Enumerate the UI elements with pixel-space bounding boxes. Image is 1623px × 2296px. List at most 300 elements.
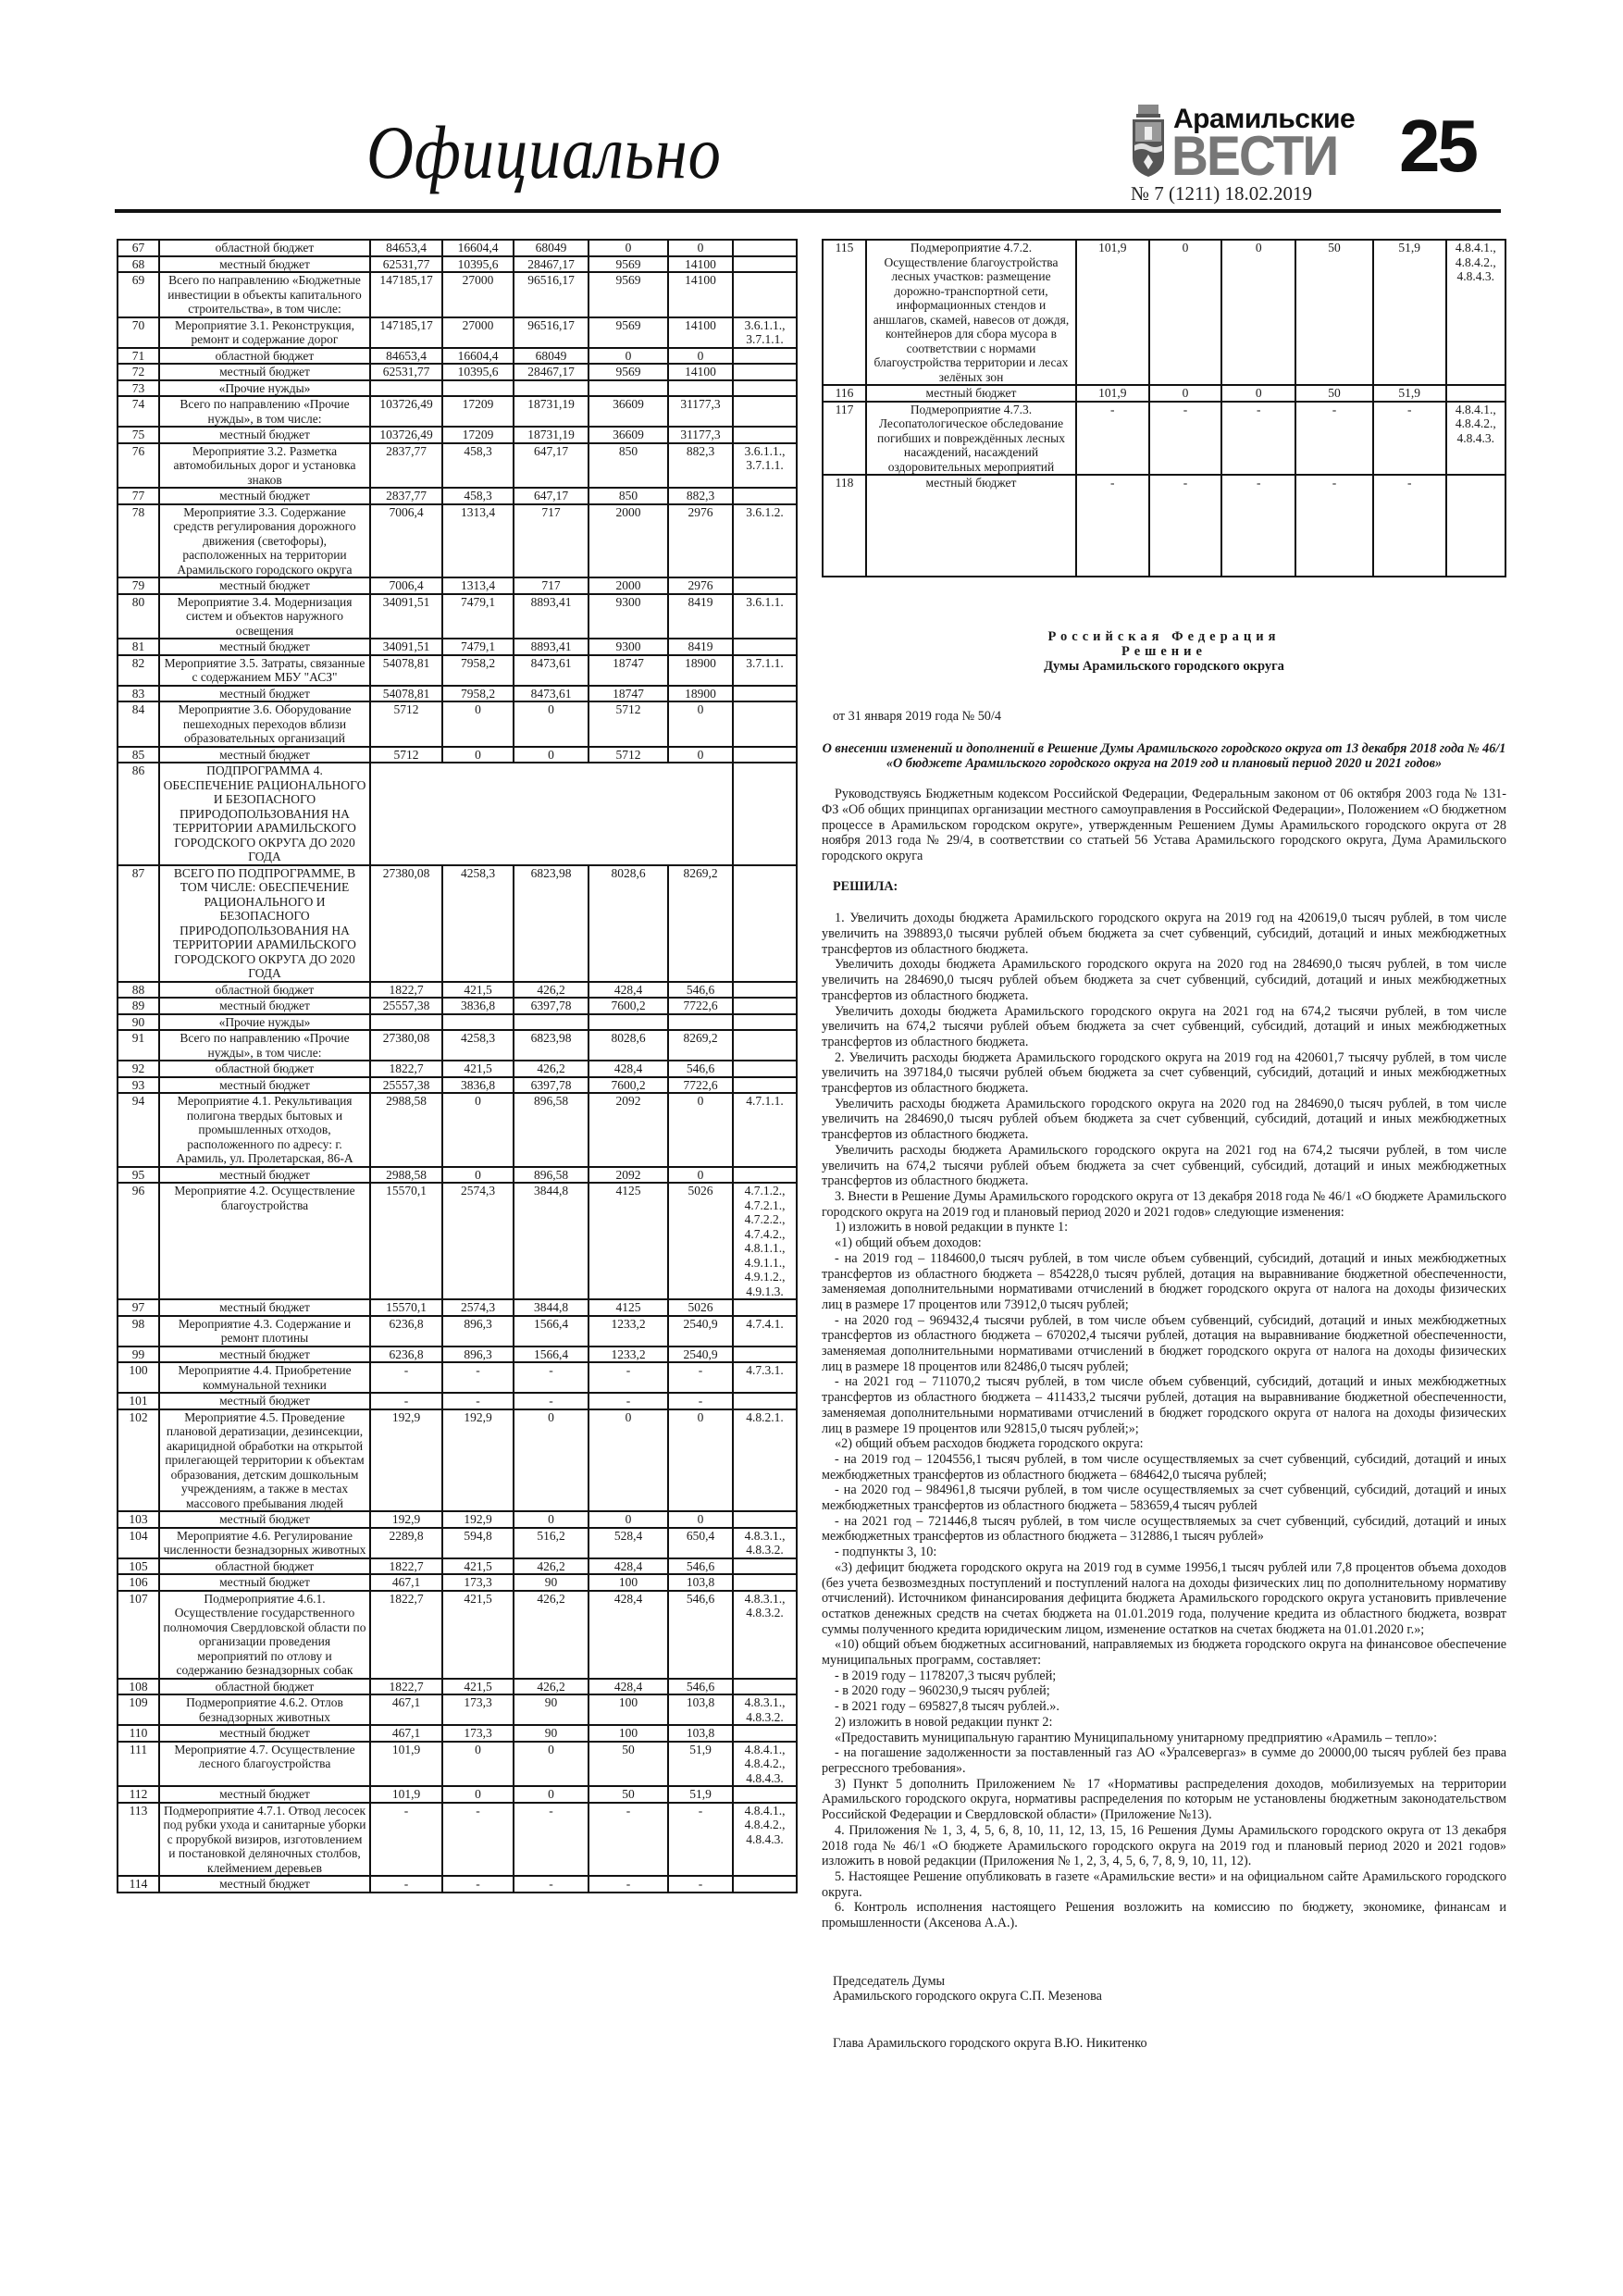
value-cell: 8028,6 <box>588 1030 668 1061</box>
row-description: Подмероприятие 4.6.2. Отлов безнадзорных животных <box>159 1694 370 1725</box>
row-description: Подмероприятие 4.7.2. Осуществление благоустройства лесных участков: размещение дорожно-транспортной сети, информационных стендов и аншлагов, скамей, навесов от дождя, контейнеров для сбора мусора в соответствии с нормами благоустройства территории и лесах зелёных зон <box>866 240 1076 385</box>
table-row <box>118 1347 797 1363</box>
value-cell: 4125 <box>588 1183 668 1299</box>
table-row <box>118 1558 797 1575</box>
decision-paragraph: «1) общий объем доходов: <box>835 1235 982 1251</box>
value-cell: 50 <box>588 1786 668 1803</box>
table-row <box>118 1694 797 1725</box>
value-cell: 68049 <box>514 240 588 256</box>
value-cell: 36609 <box>588 427 668 443</box>
row-number: 91 <box>118 1030 159 1061</box>
row-description: местный бюджет <box>159 256 370 273</box>
row-description: Мероприятие 4.3. Содержание и ремонт плотины <box>159 1316 370 1347</box>
value-cell: 546,6 <box>668 1061 733 1077</box>
value-cell: 17209 <box>442 427 514 443</box>
value-cell: 101,9 <box>370 1786 442 1803</box>
value-cell: 1313,4 <box>442 577 514 594</box>
value-cell: 5026 <box>668 1183 733 1299</box>
value-cell: 896,58 <box>514 1167 588 1184</box>
row-description: местный бюджет <box>159 1347 370 1363</box>
row-number: 110 <box>118 1725 159 1742</box>
value-cell: 4125 <box>588 1299 668 1316</box>
value-cell: 1822,7 <box>370 1558 442 1575</box>
indicator-code <box>733 272 797 317</box>
value-cell: 7722,6 <box>668 998 733 1014</box>
row-number: 109 <box>118 1694 159 1725</box>
value-cell: 2976 <box>668 577 733 594</box>
row-description: Мероприятие 3.1. Реконструкция, ремонт и содержание дорог <box>159 317 370 348</box>
value-cell: 4258,3 <box>442 865 514 982</box>
table-right-body <box>823 240 1505 577</box>
value-cell: 0 <box>588 1511 668 1528</box>
row-number: 76 <box>118 443 159 489</box>
value-cell: 6823,98 <box>514 865 588 982</box>
value-cell: 421,5 <box>442 1061 514 1077</box>
row-description: местный бюджет <box>159 747 370 763</box>
value-cell: 426,2 <box>514 982 588 999</box>
value-cell: 7006,4 <box>370 577 442 594</box>
row-number: 117 <box>823 402 866 476</box>
value-cell: 3836,8 <box>442 1077 514 1094</box>
indicator-code <box>733 763 797 865</box>
value-cell: 0 <box>442 1093 514 1167</box>
row-number: 92 <box>118 1061 159 1077</box>
table-row <box>118 1786 797 1803</box>
row-description: областной бюджет <box>159 348 370 365</box>
row-description: областной бюджет <box>159 240 370 256</box>
row-description: местный бюджет <box>159 577 370 594</box>
value-cell: 173,3 <box>442 1574 514 1591</box>
value-cell: 51,9 <box>1373 240 1446 385</box>
value-cell: 36609 <box>588 396 668 427</box>
value-cell: 1233,2 <box>588 1347 668 1363</box>
value-cell: 54078,81 <box>370 686 442 702</box>
row-description: «Прочие нужды» <box>159 380 370 397</box>
value-cell: 2988,58 <box>370 1167 442 1184</box>
value-cell: 428,4 <box>588 982 668 999</box>
value-cell: - <box>370 1393 442 1409</box>
value-cell: - <box>514 1876 588 1893</box>
value-cell: - <box>1149 475 1222 577</box>
header-country: Российская Федерация <box>1047 629 1281 644</box>
value-cell: 0 <box>668 1409 733 1512</box>
value-cell: 7722,6 <box>668 1077 733 1094</box>
row-number: 102 <box>118 1409 159 1512</box>
value-cell <box>514 1014 588 1031</box>
value-cell: 2540,9 <box>668 1316 733 1347</box>
row-number: 79 <box>118 577 159 594</box>
value-cell: 467,1 <box>370 1725 442 1742</box>
value-cell: 5712 <box>588 747 668 763</box>
row-description: Мероприятие 3.2. Разметка автомобильных дорог и установка знаков <box>159 443 370 489</box>
row-number: 116 <box>823 385 866 402</box>
value-cell: 14100 <box>668 256 733 273</box>
row-description: местный бюджет <box>159 364 370 380</box>
value-cell: 2988,58 <box>370 1093 442 1167</box>
indicator-code <box>733 1725 797 1742</box>
value-cell: 7479,1 <box>442 594 514 639</box>
value-cell: 1822,7 <box>370 982 442 999</box>
value-cell: 4258,3 <box>442 1030 514 1061</box>
value-cell: 0 <box>668 1511 733 1528</box>
value-cell: 2540,9 <box>668 1347 733 1363</box>
indicator-code: 3.6.1.1., 3.7.1.1. <box>733 317 797 348</box>
value-cell: 2837,77 <box>370 488 442 504</box>
value-cell: 8028,6 <box>588 865 668 982</box>
indicator-code: 4.7.3.1. <box>733 1362 797 1393</box>
value-cell: 10395,6 <box>442 364 514 380</box>
value-cell: 421,5 <box>442 1679 514 1695</box>
indicator-code <box>733 1876 797 1893</box>
value-cell: 51,9 <box>1373 385 1446 402</box>
value-cell: - <box>442 1876 514 1893</box>
row-description: областной бюджет <box>159 1558 370 1575</box>
decision-preamble <box>822 787 1506 864</box>
row-number: 113 <box>118 1803 159 1877</box>
decision-paragraph: Увеличить расходы бюджета Арамильского городского округа на 2021 год на 674,2 тысячи рублей, в том числе увеличить на 674,2 тысячи рублей объем бюджета за счет субвенций, субсидий, дотаций и иных межбюджетных трансфертов из областного бюджета. <box>822 1142 1506 1189</box>
table-row <box>118 1511 797 1528</box>
row-number: 105 <box>118 1558 159 1575</box>
value-cell: 1233,2 <box>588 1316 668 1347</box>
indicator-code <box>733 1167 797 1184</box>
value-cell: 1566,4 <box>514 1347 588 1363</box>
row-number: 95 <box>118 1167 159 1184</box>
row-number: 118 <box>823 475 866 577</box>
value-cell: 0 <box>1149 240 1222 385</box>
value-cell: 426,2 <box>514 1679 588 1695</box>
decision-resolved: РЕШИЛА: <box>833 878 898 894</box>
value-cell: 421,5 <box>442 1591 514 1679</box>
value-cell: 25557,38 <box>370 1077 442 1094</box>
value-cell: 896,3 <box>442 1347 514 1363</box>
value-cell: 18747 <box>588 655 668 686</box>
value-cell <box>588 380 668 397</box>
value-cell: 192,9 <box>370 1511 442 1528</box>
value-cell: 0 <box>1149 385 1222 402</box>
value-cell: - <box>514 1393 588 1409</box>
value-cell: - <box>588 1393 668 1409</box>
value-cell: - <box>514 1362 588 1393</box>
value-cell: 458,3 <box>442 443 514 489</box>
value-cell: 84653,4 <box>370 348 442 365</box>
decision-paragraph: 2. Увеличить расходы бюджета Арамильского городского округа на 2019 год на 420601,7 тысячу рублей, в том числе увеличить на 397184,0 тысячи рублей объем бюджета за счет субвенций, субсидий, дотаций и иных межбюджетных трансфертов из областного бюджета. <box>822 1049 1506 1097</box>
table-row <box>118 317 797 348</box>
signature-chair-title: Председатель Думы <box>833 1973 946 1989</box>
table-row <box>118 865 797 982</box>
row-description: Подмероприятие 4.6.1. Осуществление государственного полномочия Свердловской области по организации проведения мероприятий по отлову и содержанию безнадзорных собак <box>159 1591 370 1679</box>
value-cell: 421,5 <box>442 982 514 999</box>
value-cell: 0 <box>668 701 733 747</box>
value-cell: 467,1 <box>370 1574 442 1591</box>
value-cell: 173,3 <box>442 1694 514 1725</box>
value-cell: 0 <box>514 1511 588 1528</box>
value-cell: 51,9 <box>668 1742 733 1787</box>
value-cell: 0 <box>442 1167 514 1184</box>
row-number: 72 <box>118 364 159 380</box>
value-cell: 16604,4 <box>442 348 514 365</box>
value-cell: 0 <box>668 240 733 256</box>
value-cell: 8269,2 <box>668 865 733 982</box>
value-cell <box>668 380 733 397</box>
table-row <box>118 1316 797 1347</box>
table-row <box>118 686 797 702</box>
value-cell: 6397,78 <box>514 998 588 1014</box>
table-row <box>118 1393 797 1409</box>
row-number: 89 <box>118 998 159 1014</box>
row-number: 93 <box>118 1077 159 1094</box>
row-number: 108 <box>118 1679 159 1695</box>
value-cell: 0 <box>514 1742 588 1787</box>
value-cell: 103726,49 <box>370 396 442 427</box>
value-cell: 647,17 <box>514 488 588 504</box>
row-number: 90 <box>118 1014 159 1031</box>
value-cell: 28467,17 <box>514 364 588 380</box>
table-row <box>118 763 797 865</box>
value-cell: 9569 <box>588 256 668 273</box>
value-cell: - <box>1221 402 1295 476</box>
value-cell: 0 <box>1221 240 1295 385</box>
indicator-code <box>733 1574 797 1591</box>
row-description: Всего по направлению «Прочие нужды», в том числе: <box>159 1030 370 1061</box>
row-number: 115 <box>823 240 866 385</box>
value-cell: 18731,19 <box>514 427 588 443</box>
decision-paragraph: - на 2021 год – 711070,2 тысяч рублей, в том числе объем субвенций, субсидий, дотаций и иных межбюджетных трансфертов из областного бюджета – 411433,2 тысячи рублей, дотация на выравнивание бюджетной обеспеченности, заменяемая дополнительными нормативами отчислений в бюджет городского округа от налога на доходы физических лиц в размере 19 процентов или 92815,0 тысяч рублей;»; <box>822 1374 1506 1436</box>
indicator-code: 4.8.2.1. <box>733 1409 797 1512</box>
table-row <box>823 402 1505 476</box>
indicator-code: 4.8.3.1., 4.8.3.2. <box>733 1528 797 1558</box>
value-cell: - <box>1149 402 1222 476</box>
table-row <box>118 1077 797 1094</box>
row-number: 69 <box>118 272 159 317</box>
value-cell: - <box>1295 475 1373 577</box>
value-cell: 62531,77 <box>370 364 442 380</box>
indicator-code: 4.8.3.1., 4.8.3.2. <box>733 1591 797 1679</box>
value-cell: 9569 <box>588 317 668 348</box>
row-number: 98 <box>118 1316 159 1347</box>
indicator-code <box>733 240 797 256</box>
value-cell: 8269,2 <box>668 1030 733 1061</box>
value-cell: 0 <box>588 240 668 256</box>
table-row <box>118 747 797 763</box>
value-cell <box>370 380 442 397</box>
value-cell: 147185,17 <box>370 317 442 348</box>
indicator-code <box>733 577 797 594</box>
value-cell: 10395,6 <box>442 256 514 273</box>
row-description: областной бюджет <box>159 1061 370 1077</box>
table-row <box>118 998 797 1014</box>
row-number: 82 <box>118 655 159 686</box>
table-row <box>118 272 797 317</box>
value-cell: 50 <box>1295 240 1373 385</box>
decision-paragraph: - на 2020 год – 969432,4 тысячи рублей, в том числе объем субвенций, субсидий, дотаций и иных межбюджетных трансфертов из областного бюджета – 670202,4 тысячи рублей, дотация на выравнивание бюджетной обеспеченности, заменяемая дополнительными нормативами отчислений в бюджет городского округа от налога на доходы физических лиц в размере 18 процентов или 82486,0 тысяч рублей; <box>822 1312 1506 1374</box>
value-cell: 28467,17 <box>514 256 588 273</box>
row-description: местный бюджет <box>866 475 1076 577</box>
value-cell: 647,17 <box>514 443 588 489</box>
value-cell: 7958,2 <box>442 655 514 686</box>
row-description: Всего по направлению «Бюджетные инвестиции в объекты капитального строительства», в том числе: <box>159 272 370 317</box>
value-cell: 1566,4 <box>514 1316 588 1347</box>
value-cell: 850 <box>588 443 668 489</box>
value-cell: 7479,1 <box>442 639 514 655</box>
table-left-body <box>118 240 797 1893</box>
row-number: 81 <box>118 639 159 655</box>
row-description: Мероприятие 4.4. Приобретение коммунальной техники <box>159 1362 370 1393</box>
row-description: Мероприятие 3.6. Оборудование пешеходных переходов вблизи образовательных организаций <box>159 701 370 747</box>
indicator-code <box>733 427 797 443</box>
value-cell: 882,3 <box>668 443 733 489</box>
value-cell: 546,6 <box>668 982 733 999</box>
row-description: Мероприятие 3.3. Содержание средств регулирования дорожного движения (светофоры), расположенных на территории Арамильского городского округа <box>159 504 370 578</box>
value-cell <box>370 1014 442 1031</box>
value-cell: 3836,8 <box>442 998 514 1014</box>
row-description: местный бюджет <box>159 488 370 504</box>
value-cell: 2574,3 <box>442 1299 514 1316</box>
value-cell: 9569 <box>588 272 668 317</box>
value-cell: - <box>370 1362 442 1393</box>
section-title: Официально <box>366 110 722 194</box>
row-description: Подмероприятие 4.7.3. Лесопатологическое обследование погибших и повреждённых лесных насаждений, насаждений оздоровительных мероприятий <box>866 402 1076 476</box>
value-cell: 5026 <box>668 1299 733 1316</box>
indicator-code: 4.8.4.1., 4.8.4.2., 4.8.4.3. <box>733 1803 797 1877</box>
value-cell: 18747 <box>588 686 668 702</box>
value-cell: 421,5 <box>442 1558 514 1575</box>
row-description: местный бюджет <box>159 1393 370 1409</box>
indicator-code <box>733 348 797 365</box>
decision-paragraph: Увеличить расходы бюджета Арамильского городского округа на 2020 год на 284690,0 тысяч рублей, в том числе увеличить на 284690,0 тысяч рублей объем бюджета за счет субвенций, субсидий, дотаций и иных межбюджетных трансфертов из областного бюджета. <box>822 1096 1506 1143</box>
value-cell: 5712 <box>370 747 442 763</box>
indicator-code <box>733 1061 797 1077</box>
value-cell: 3844,8 <box>514 1299 588 1316</box>
value-cell: 8473,61 <box>514 686 588 702</box>
value-cell: 428,4 <box>588 1591 668 1679</box>
row-number: 97 <box>118 1299 159 1316</box>
value-cell: 103726,49 <box>370 427 442 443</box>
indicator-code <box>733 1786 797 1803</box>
decision-paragraph: 6. Контроль исполнения настоящего Решения возложить на комиссию по бюджету, экономике, финансам и промышленности (Аксенова А.А.). <box>822 1900 1506 1931</box>
value-cell: 68049 <box>514 348 588 365</box>
value-cell: 27000 <box>442 317 514 348</box>
row-number: 87 <box>118 865 159 982</box>
value-cell: 546,6 <box>668 1679 733 1695</box>
row-number: 71 <box>118 348 159 365</box>
value-cell: 1822,7 <box>370 1591 442 1679</box>
indicator-code <box>733 1558 797 1575</box>
row-number: 78 <box>118 504 159 578</box>
header-body: Думы Арамильского городского округа <box>1044 659 1284 674</box>
value-cell: 546,6 <box>668 1558 733 1575</box>
preamble-text: Руководствуясь Бюджетным кодексом Российской Федерации, Федеральным законом от 06 октября 2003 года № 131-ФЗ «Об общих принципах организации местного самоуправления в Российской Федерации», Положением «О бюджетном процессе в Арамильском городском округе», утвержденным Решением Думы Арамильского городского округа от 28 ноября 2013 года № 29/4, в соответствии со статьей 56 Устава Арамильского городского округа, Дума Арамильского городского округа <box>822 787 1506 863</box>
coat-of-arms-icon <box>1131 105 1166 177</box>
decision-items <box>822 911 1506 1930</box>
value-cell <box>514 380 588 397</box>
value-cell: 0 <box>588 348 668 365</box>
value-cell: 6236,8 <box>370 1316 442 1347</box>
value-cell: 25557,38 <box>370 998 442 1014</box>
indicator-code <box>733 686 797 702</box>
row-description: местный бюджет <box>159 1574 370 1591</box>
header-type: Решение <box>1121 644 1207 659</box>
table-row <box>118 982 797 999</box>
budget-table-right <box>822 239 1506 577</box>
decision-paragraph: «3) дефицит бюджета городского округа на 2019 год в сумме 19956,1 тысяч рублей или 7,8 процентов объема доходов (без учета безвозмездных поступлений и поступлений налога на доходы физических лиц по дополнительному нормативу отчислений). Источником финансирования дефицита бюджета Арамильского городского округа установить привлечение остатков денежных средств на счетах бюджета на 01.01.2019 года, получение кредита из областного бюджета, возврат суммы полученного кредита юридическим лицом, изменение остатков на счетах бюджета на 01.01.2020 г.»; <box>822 1559 1506 1637</box>
indicator-code <box>733 488 797 504</box>
value-cell: 850 <box>588 488 668 504</box>
value-cell: 14100 <box>668 317 733 348</box>
indicator-code <box>733 1299 797 1316</box>
value-cell: 31177,3 <box>668 396 733 427</box>
value-cell: - <box>668 1876 733 1893</box>
indicator-code: 4.8.4.1., 4.8.4.2., 4.8.4.3. <box>733 1742 797 1787</box>
value-cell: - <box>588 1876 668 1893</box>
value-cell: 2837,77 <box>370 443 442 489</box>
row-description: «Прочие нужды» <box>159 1014 370 1031</box>
indicator-code <box>733 865 797 982</box>
value-cell: - <box>442 1362 514 1393</box>
value-cell: - <box>1373 475 1446 577</box>
value-cell: 100 <box>588 1725 668 1742</box>
value-cell: 50 <box>1295 385 1373 402</box>
value-cell: 3844,8 <box>514 1183 588 1299</box>
table-row <box>118 256 797 273</box>
value-cell: - <box>514 1803 588 1877</box>
value-cell: 882,3 <box>668 488 733 504</box>
value-cell: 426,2 <box>514 1591 588 1679</box>
decision-paragraph: Увеличить доходы бюджета Арамильского городского округа на 2020 год на 284690,0 тысяч рублей, в том числе увеличить на 284690,0 тысяч рублей объем бюджета за счет субвенций, субсидий, дотаций и иных межбюджетных трансфертов из областного бюджета. <box>822 957 1506 1003</box>
decision-subject: О внесении изменений и дополнений в Решение Думы Арамильского городского округа от 13 декабря 2018 года № 46/1 «О бюджете Арамильского городского округа на 2019 год и плановый период 2020 и 2021 годов» <box>822 740 1506 772</box>
decision-paragraph: - на 2019 год – 1184600,0 тысяч рублей, в том числе объем субвенций, субсидий, дотаций и иных межбюджетных трансфертов из областного бюджета – 854228,0 тысяч рублей, дотация на выравнивание бюджетной обеспеченности, заменяемая дополнительными нормативами отчислений в бюджет городского округа от налога на доходы физических лиц в размере 17 процентов или 73912,0 тысяч рублей; <box>822 1250 1506 1312</box>
row-number: 70 <box>118 317 159 348</box>
decision-paragraph: 3. Внести в Решение Думы Арамильского городского округа от 13 декабря 2018 года № 46/1 «О бюджете Арамильского городского округа на 2019 год и плановый период 2020 и 2021 годов» следующие изменения: <box>822 1188 1506 1220</box>
indicator-code: 4.7.1.2., 4.7.2.1., 4.7.2.2., 4.7.4.2., 4.8.1.1., 4.9.1.1., 4.9.1.2., 4.9.1.3. <box>733 1183 797 1299</box>
table-row <box>118 240 797 256</box>
decision-paragraph: 1) изложить в новой редакции в пункте 1: <box>835 1220 1069 1235</box>
table-row <box>118 1030 797 1061</box>
row-number: 68 <box>118 256 159 273</box>
indicator-code <box>733 256 797 273</box>
value-cell: 54078,81 <box>370 655 442 686</box>
indicator-code <box>733 396 797 427</box>
value-cell: 173,3 <box>442 1725 514 1742</box>
row-number: 67 <box>118 240 159 256</box>
table-row <box>118 1183 797 1299</box>
table-row <box>118 594 797 639</box>
value-cell: 528,4 <box>588 1528 668 1558</box>
indicator-code: 4.8.3.1., 4.8.3.2. <box>733 1694 797 1725</box>
value-cell: 17209 <box>442 396 514 427</box>
decision-paragraph: 4. Приложения № 1, 3, 4, 5, 6, 8, 10, 11, 12, 13, 15, 16 Решения Думы Арамильского городского округа от 13 декабря 2018 года № 46/1 «О бюджете Арамильского городского округа на 2019 год и плановый период 2020 и 2021 годов» изложить в новой редакции (Приложения № 1, 2, 3, 4, 5, 6, 7, 8, 9, 10, 11, 12). <box>822 1822 1506 1869</box>
value-cell: 9300 <box>588 639 668 655</box>
value-cell: 0 <box>1221 385 1295 402</box>
row-description: местный бюджет <box>159 1876 370 1893</box>
value-cell: 192,9 <box>442 1409 514 1512</box>
row-number: 104 <box>118 1528 159 1558</box>
value-cell: 101,9 <box>1076 385 1149 402</box>
row-number: 80 <box>118 594 159 639</box>
row-number: 103 <box>118 1511 159 1528</box>
row-description: местный бюджет <box>159 427 370 443</box>
row-number: 85 <box>118 747 159 763</box>
value-cell: 0 <box>668 747 733 763</box>
decision-paragraph: 1. Увеличить доходы бюджета Арамильского городского округа на 2019 год на 420619,0 тысяч рублей, в том числе увеличить на 398893,0 тысячи рублей объем бюджета за счет субвенций, субсидий, дотаций и иных межбюджетных трансфертов из областного бюджета. <box>822 911 1506 957</box>
value-cell: 103,8 <box>668 1574 733 1591</box>
value-cell: 18900 <box>668 686 733 702</box>
value-cell: 192,9 <box>370 1409 442 1512</box>
row-number: 77 <box>118 488 159 504</box>
value-cell: 100 <box>588 1694 668 1725</box>
value-cell: 5712 <box>370 701 442 747</box>
value-cell: 0 <box>514 1786 588 1803</box>
value-cell: - <box>1221 475 1295 577</box>
